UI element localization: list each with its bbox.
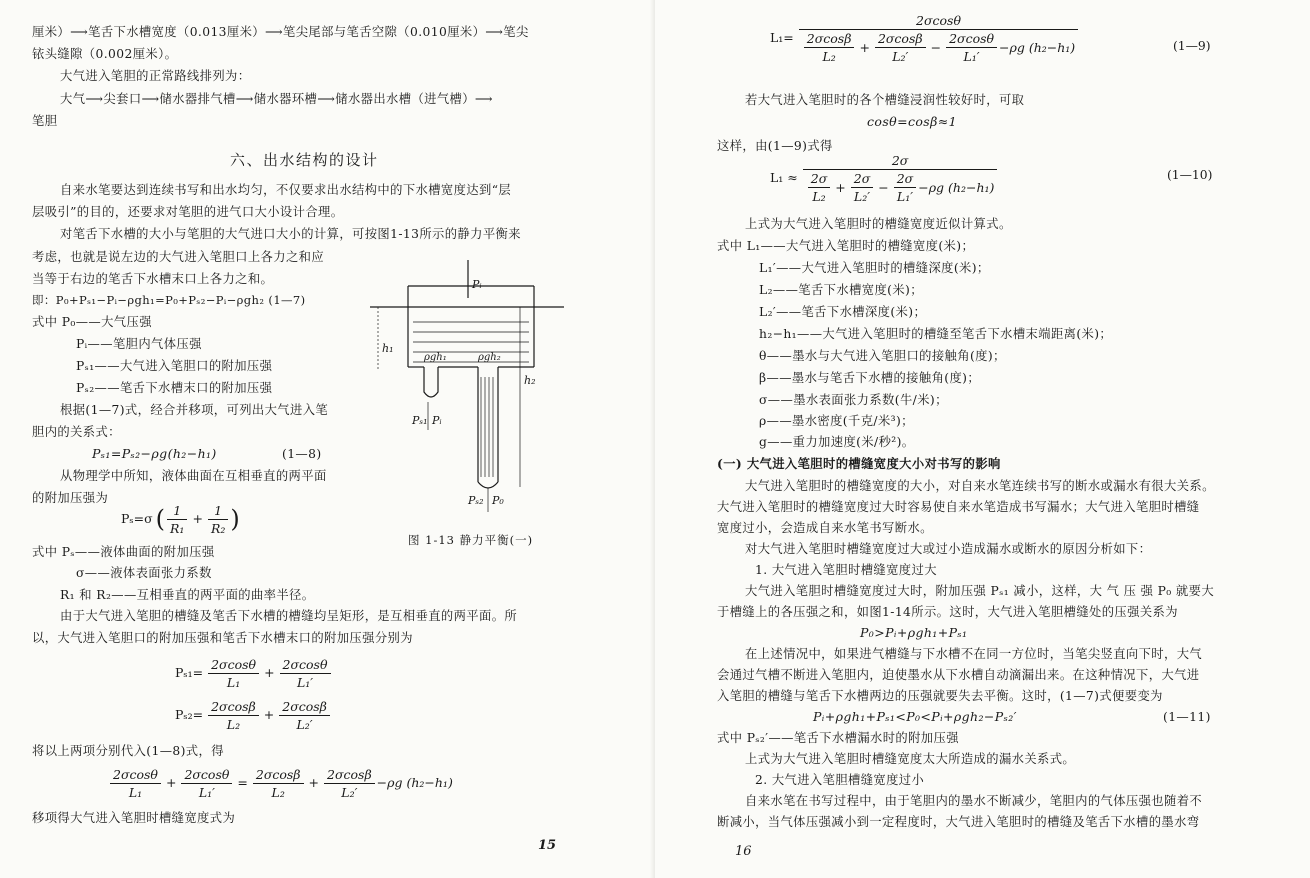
definition-line: L₂′——笔舌下水槽深度(米)； xyxy=(759,305,927,319)
frac-den: L₁′ xyxy=(198,785,215,800)
frac-den: L₂′ xyxy=(296,717,313,732)
text-line: 大气⟶尖套口⟶储水器排气槽⟶储水器环槽⟶储水器出水槽（进气槽）⟶ xyxy=(60,92,493,106)
text-line: 大气进入笔胆时槽缝宽度过大时，附加压强 Pₛ₁ 减小，这样，大 气 压 强 P₀ 就要大 xyxy=(745,584,1215,598)
text-line: 对笔舌下水槽的大小与笔胆的大气进口大小的计算，可按图1-13所示的静力平衡来 xyxy=(60,227,521,241)
text-line: 笔胆 xyxy=(32,114,58,128)
frac-den: L₂ xyxy=(226,717,241,732)
frac-den: R₁ xyxy=(170,521,185,536)
frac-den: L₁′ xyxy=(896,189,914,204)
definition-line: Pₛ₁——大气进入笔胆口的附加压强 xyxy=(76,359,273,373)
frac-num: 2σcosβ xyxy=(875,30,926,48)
text-line: 的附加压强为 xyxy=(32,491,109,505)
definition-line: 式中 Pₛ₂′——笔舌下水槽漏水时的附加压强 xyxy=(717,731,959,745)
label-ps2: Pₛ₂ xyxy=(468,494,484,507)
text-line: 移项得大气进入笔胆时槽缝宽度式为 xyxy=(32,811,236,825)
definition-line: Pₛ₂——笔舌下水槽末口的附加压强 xyxy=(76,381,273,395)
frac-num: 2σcosθ xyxy=(110,766,161,784)
definition-line: g——重力加速度(米/秒²)。 xyxy=(759,435,915,449)
frac-den: L₂′ xyxy=(892,49,909,64)
frac-num: 2σ xyxy=(803,152,998,170)
inequality-1-11: Pᵢ+ρgh₁+Pₛ₁<P₀<Pᵢ+ρgh₂−Pₛ₂′ xyxy=(813,709,1017,724)
definition-line: 式中 L₁——大气进入笔胆时的槽缝宽度(米)； xyxy=(717,239,975,253)
equation-1-9: L₁= 2σcosθ $\frac{2\sigma\cos\beta}{\text{L₂}}$ + $\frac{2\sigma\cos\beta}{\text{L₂′}}$ − $\frac{2\sigma\cos\theta}{\text{L₁′}}$ −ρg (h₂−h₁) xyxy=(767,12,1080,65)
frac-den: L₁ xyxy=(226,675,241,690)
definition-line: σ——液体表面张力系数 xyxy=(76,566,212,580)
text-line: 若大气进入笔胆时的各个槽缝浸润性较好时，可取 xyxy=(745,93,1025,107)
text-line: 在上述情况中，如果进气槽缝与下水槽不在同一方位时，当笔尖竖直向下时，大气 xyxy=(745,647,1203,661)
equation-1-10: L₁ ≈ 2σ $\frac{2\sigma}{\text{L₂}}$ + $\frac{2\sigma}{\text{L₂′}}$ − $\frac{2\sigma}{\text{L₁′}}$ −ρg (h₂−h₁) xyxy=(767,152,999,205)
frac-num: 2σcosθ xyxy=(799,12,1078,30)
text-line: 厘米）⟶笔舌下水槽宽度（0.013厘米）⟶笔尖尾部与笔舌空隙（0.010厘米）⟶笔尖 xyxy=(32,25,529,39)
definition-line: h₂−h₁——大气进入笔胆时的槽缝至笔舌下水槽末端距离(米)； xyxy=(759,327,1113,341)
text-line: 上式为大气进入笔胆时槽缝宽度太大所造成的漏水关系式。 xyxy=(745,752,1076,766)
label-h2: h₂ xyxy=(524,374,536,387)
frac-den: L₂′ xyxy=(341,785,358,800)
text-line: 根据(1—7)式，经合并移项，可列出大气进入笔 xyxy=(60,403,329,417)
text-line: 上式为大气进入笔胆时的槽缝宽度近似计算式。 xyxy=(745,217,1012,231)
equation-number: (1—9) xyxy=(1173,39,1211,53)
equation-1-8: Pₛ₁=Pₛ₂−ρg(h₂−h₁) xyxy=(92,446,217,461)
text-line: 大气进入笔胆时的槽缝宽度的大小，对自来水笔连续书写的断水或漏水有很大关系。 xyxy=(745,479,1215,493)
text-line: 铱头缝隙（0.002厘米）。 xyxy=(32,47,178,61)
left-outlet-tube xyxy=(424,367,438,397)
text-line: 将以上两项分别代入(1—8)式，得 xyxy=(32,744,224,758)
text-line: 大气进入笔胆时的槽缝宽度过大时容易使自来水笔造成书写漏水；大气进入笔胆时槽缝 xyxy=(717,500,1200,514)
page-number: 15 xyxy=(538,838,557,853)
definition-line: 式中 P₀——大气压强 xyxy=(32,315,152,329)
right-tube-meniscus xyxy=(478,482,498,488)
eq-lhs: L₁ ≈ xyxy=(770,170,798,186)
text-line: 胆内的关系式： xyxy=(32,425,121,439)
text-line: 于槽缝上的各压强之和，如图1-14所示。这时，大气进入笔胆槽缝处的压强关系为 xyxy=(717,605,1178,619)
frac-den: L₂ xyxy=(822,49,836,64)
definition-line: Pᵢ——笔胆内气体压强 xyxy=(76,337,202,351)
eq-tail: −ρg (h₂−h₁) xyxy=(376,775,453,791)
eq-lhs: L₁= xyxy=(770,30,794,46)
text-line: 自来水笔要达到连续书写和出水均匀，不仅要求出水结构中的下水槽宽度达到“层 xyxy=(60,183,512,197)
text-line: 大气进入笔胆的正常路线排列为： xyxy=(60,69,251,83)
label-ps1: Pₛ₁ xyxy=(412,414,428,427)
equation-number: (1—10) xyxy=(1167,168,1213,182)
frac-num: 2σcosβ xyxy=(208,698,259,716)
equation-ps: Pₛ=σ ( $\frac{1}{\text{R₁}}$ + $\frac{1}{\text{R₂}}$ ) xyxy=(118,502,240,537)
text-line: 自来水笔在书写过程中，由于笔胆内的墨水不断减少，笔胆内的气体压强也随着不 xyxy=(745,794,1203,808)
frac-num: 1 xyxy=(167,502,187,520)
text-line: 由于大气进入笔胆的槽缝及笔舌下水槽的槽缝均呈矩形，是互相垂直的两平面。所 xyxy=(60,609,518,623)
frac-num: 2σ xyxy=(894,170,917,188)
right-page xyxy=(655,0,1310,878)
frac-num: 2σcosθ xyxy=(181,766,232,784)
frac-num: 2σcosθ xyxy=(208,656,259,674)
text-line: 层吸引”的目的，还要求对笔胆的进气口大小设计合理。 xyxy=(32,205,344,219)
frac-num: 2σ xyxy=(851,170,874,188)
label-pi: Pᵢ xyxy=(472,278,482,291)
inequality-1: P₀>Pᵢ+ρgh₁+Pₛ₁ xyxy=(860,625,968,640)
definition-line: ρ——墨水密度(千克/米³)； xyxy=(759,414,914,428)
page-number: 16 xyxy=(735,844,752,859)
label-rgh1: ρgh₁ xyxy=(424,352,447,363)
label-h1: h₁ xyxy=(382,342,394,355)
frac-num: 2σcosβ xyxy=(324,766,375,784)
frac-den: R₂ xyxy=(210,521,226,536)
eq-lhs: Pₛ₂= xyxy=(175,707,204,723)
figure-1-13-static-balance xyxy=(368,252,568,522)
text-line: 宽度过小，会造成自来水笔书写断水。 xyxy=(717,521,933,535)
text-line: 从物理学中所知，液体曲面在互相垂直的两平面 xyxy=(60,469,327,483)
label-rgh2: ρgh₂ xyxy=(478,352,501,363)
equation-number: (1—11) xyxy=(1163,710,1211,724)
frac-den: L₂′ xyxy=(853,189,871,204)
definition-line: θ——墨水与大气进入笔胆口的接触角(度)； xyxy=(759,349,1006,363)
eq-tail: −ρg (h₂−h₁) xyxy=(918,180,995,195)
frac-den: L₁′ xyxy=(296,675,314,690)
equation-1-7: 即：P₀+Pₛ₁−Pᵢ−ρgh₁=P₀+Pₛ₂−Pᵢ−ρgh₂ (1—7) xyxy=(32,293,306,307)
eq-lhs: Pₛ=σ xyxy=(121,511,153,527)
equation-number: (1—8) xyxy=(282,447,322,461)
text-line: 对大气进入笔胆时槽缝宽度过大或过小造成漏水或断水的原因分析如下： xyxy=(745,542,1152,556)
text-line: 断减小，当气体压强减小到一定程度时，大气进入笔胆时的槽缝及笔舌下水槽的墨水弯 xyxy=(717,815,1200,829)
eq-lhs: Pₛ₁= xyxy=(175,665,204,681)
definition-line: R₁ 和 R₂——互相垂直的两平面的曲率半径。 xyxy=(60,588,315,602)
definition-line: β——墨水与笔舌下水槽的接触角(度)； xyxy=(759,371,981,385)
definition-line: σ——墨水表面张力系数(牛/米)； xyxy=(759,393,948,407)
text-line: 这样，由(1—9)式得 xyxy=(717,139,833,153)
definition-line: L₁′——大气进入笔胆时的槽缝深度(米)； xyxy=(759,261,990,275)
text-line: 2. 大气进入笔胆槽缝宽度过小 xyxy=(755,773,925,787)
frac-num: 1 xyxy=(208,502,228,520)
equation-substituted: $\frac{2\sigma\cos\theta}{\text{L₁}}$ + $\frac{2\sigma\cos\theta}{\text{L₁′}}$ = $\frac{2\sigma\cos\beta}{\text{L₂}}$ + $\frac{2\sigma\cos\beta}{\text{L₂′}}$ −ρg (h₂−h₁) xyxy=(108,766,453,801)
section-title: 六、出水结构的设计 xyxy=(230,151,379,169)
text-line: 入笔胆的槽缝与笔舌下水槽两边的压强就要失去平衡。这时，(1—7)式便要变为 xyxy=(717,689,1163,703)
equation-ps1: Pₛ₁= $\frac{2\sigma\cos\theta}{\text{L₁}}$ + $\frac{2\sigma\cos\theta}{\text{L₁′}}$ xyxy=(172,656,333,691)
frac-num: 2σcosβ xyxy=(253,766,304,784)
frac-den: L₂ xyxy=(271,785,285,800)
text-line: 1. 大气进入笔胆时槽缝宽度过大 xyxy=(755,563,937,577)
frac-den: L₂ xyxy=(812,189,826,204)
cos-approximation: cosθ=cosβ≈1 xyxy=(867,114,957,129)
figure-caption: 图 1-13 静力平衡(一) xyxy=(408,533,534,547)
frac-den: L₁ xyxy=(128,785,143,800)
frac-num: 2σcosθ xyxy=(280,656,331,674)
text-line: 会通过气槽不断进入笔胆内，迫使墨水从下水槽自动滴漏出来。在这种情况下，大气进 xyxy=(717,668,1200,682)
frac-num: 2σcosβ xyxy=(279,698,330,716)
frac-num: 2σcosβ xyxy=(804,30,855,48)
equation-ps2: Pₛ₂= $\frac{2\sigma\cos\beta}{\text{L₂}}$ + $\frac{2\sigma\cos\beta}{\text{L₂′}}$ xyxy=(172,698,332,733)
frac-den: L₁′ xyxy=(963,49,980,64)
definition-line: 式中 Pₛ——液体曲面的附加压强 xyxy=(32,545,215,559)
label-pi-lower: Pᵢ xyxy=(432,414,442,427)
text-line: 当等于右边的笔舌下水槽末口上各力之和。 xyxy=(32,272,274,286)
label-p0: P₀ xyxy=(492,494,504,507)
eq-tail: −ρg (h₂−h₁) xyxy=(999,40,1076,55)
subsection-title: (一) 大气进入笔胆时的槽缝宽度大小对书写的影响 xyxy=(717,456,1001,471)
definition-line: L₂——笔舌下水槽宽度(米)； xyxy=(759,283,923,297)
frac-num: 2σcosθ xyxy=(946,30,997,48)
frac-num: 2σ xyxy=(808,170,831,188)
text-line: 考虑，也就是说左边的大气进入笔胆口上各力之和应 xyxy=(32,250,325,264)
text-line: 以，大气进入笔胆口的附加压强和笔舌下水槽末口的附加压强分别为 xyxy=(32,631,413,645)
